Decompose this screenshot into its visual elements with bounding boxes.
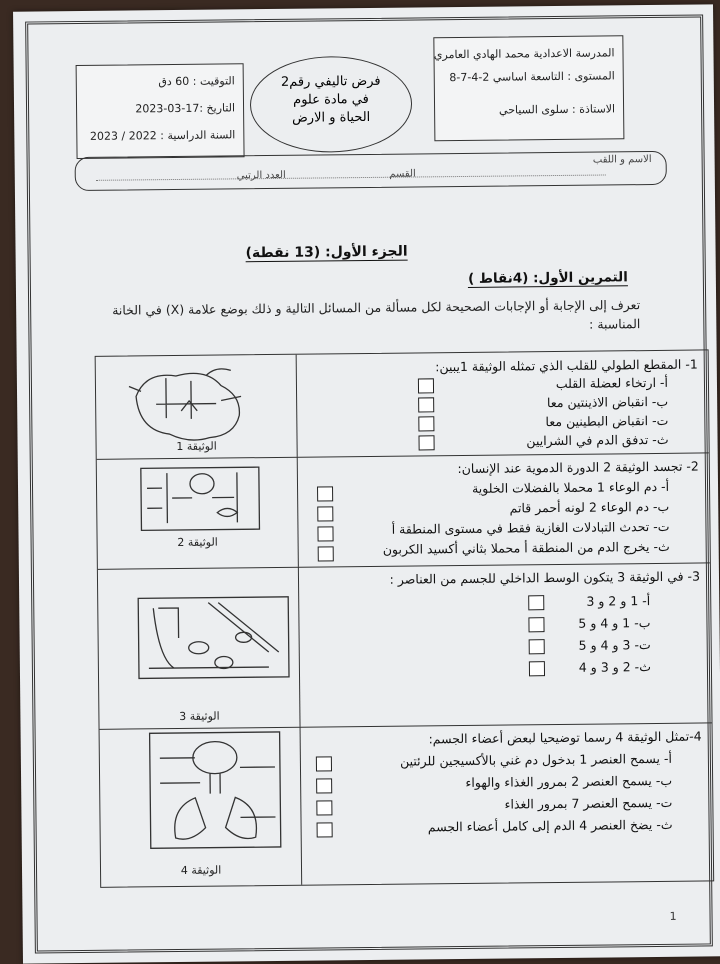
question-1-option-d: ث- تدفق الدم في الشرايين xyxy=(526,431,669,449)
school-name: المدرسة الاعدادية محمد الهادي العامري xyxy=(433,46,615,62)
question-1-checkbox-c[interactable] xyxy=(418,416,434,431)
document-1-caption: الوثيقة 1 xyxy=(176,439,217,454)
document-4-cell xyxy=(100,727,303,887)
class-level: المستوى : التاسعة اساسي 2-4-7-8 xyxy=(449,69,615,85)
question-1-checkbox-d[interactable] xyxy=(418,435,434,450)
exam-duration: التوقيت : 60 دق xyxy=(158,74,235,89)
exam-title-line2: في مادة علوم xyxy=(293,91,369,108)
question-1-checkbox-b[interactable] xyxy=(418,397,434,412)
student-section-label: القسم xyxy=(389,168,416,180)
exercise1-title: التمرين الأول: (4نقاط ) xyxy=(467,269,628,287)
question-3-text: 3- في الوثيقة 3 يتكون الوسط الداخلي للجسم من العناصر : xyxy=(389,568,701,587)
question-4-option-a: أ- يسمح العنصر 1 بدخول دم غني بالأكسيجين للرئتين xyxy=(399,750,672,769)
question-2-option-d: ث- يخرج الدم من المنطقة أ محملا بثاني أكسيد الكربون xyxy=(382,538,670,557)
question-4-checkbox-a[interactable] xyxy=(316,756,332,771)
question-1-option-b: ب- انقباض الاذينتين معا xyxy=(546,393,669,411)
school-info-box xyxy=(433,35,624,141)
document-4-caption: الوثيقة 4 xyxy=(180,863,222,877)
question-3-option-d: ث- 2 و 3 و 4 xyxy=(578,659,652,675)
question-4-option-d: ث- يضخ العنصر 4 الدم إلى كامل أعضاء الجسم xyxy=(427,816,673,835)
questions-table xyxy=(95,349,715,887)
question-3-checkbox-b[interactable] xyxy=(528,617,544,632)
instructions-text: تعرف إلى الإجابة أو الإجابات الصحيحة لكل مسألة من المسائل التالية و ذلك بوضع علامة (X) في الخانة المناسبة : xyxy=(112,297,641,332)
document-2-caption: الوثيقة 2 xyxy=(177,535,218,549)
question-4-checkbox-b[interactable] xyxy=(316,778,332,793)
question-1-checkbox-a[interactable] xyxy=(418,378,434,393)
question-2-text: 2- تجسد الوثيقة 2 الدورة الدموية عند الإنسان: xyxy=(457,458,699,477)
question-1-option-c: ت- انقباض البطينين معا xyxy=(545,412,669,430)
question-4-text: 4-تمثل الوثيقة 4 رسما توضيحيا لبعض أعضاء الجسم: xyxy=(428,728,702,747)
question-3-option-b: ب- 1 و 4 و 5 xyxy=(578,615,651,631)
tissue-diagram-icon xyxy=(98,567,299,689)
teacher-name: الاستاذة : سلوى السياحي xyxy=(498,102,616,117)
question-row-2 xyxy=(97,452,710,569)
question-4-option-c: ت- يسمح العنصر 7 بمرور الغذاء xyxy=(504,794,673,812)
exam-date: التاريخ :17-03-2023 xyxy=(135,101,236,116)
question-3-option-a: أ- 1 و 2 و 3 xyxy=(586,593,651,609)
question-2-checkbox-c[interactable] xyxy=(317,526,333,541)
student-info-bar xyxy=(75,151,667,191)
question-2-option-b: ب- دم الوعاء 2 لونه أحمر قاتم xyxy=(509,498,670,516)
question-row-3 xyxy=(98,562,712,729)
question-row-4 xyxy=(100,722,714,886)
question-3-option-c: ت- 3 و 4 و 5 xyxy=(578,637,651,653)
exam-paper xyxy=(13,4,720,963)
exam-title-line1: فرض تاليفي رقم2 xyxy=(280,73,381,90)
question-4-checkbox-d[interactable] xyxy=(317,822,333,837)
question-1-option-a: أ- ارتخاء لعضلة القلب xyxy=(555,374,669,392)
document-3-caption: الوثيقة 3 xyxy=(179,709,220,723)
question-2-option-a: أ- دم الوعاء 1 محملا بالفضلات الخلوية xyxy=(471,478,670,496)
part1-title: الجزء الأول: (13 نقطة) xyxy=(245,243,408,262)
document-2-cell xyxy=(97,457,299,569)
student-number-label: العدد الرتبي xyxy=(236,169,286,182)
student-name-label: الاسم و اللقب xyxy=(592,154,652,166)
question-2-checkbox-d[interactable] xyxy=(318,546,334,561)
page-number: 1 xyxy=(669,909,677,923)
question-2-checkbox-a[interactable] xyxy=(317,486,333,501)
school-year: السنة الدراسية : 2022 / 2023 xyxy=(89,128,236,143)
question-row-1 xyxy=(96,350,709,459)
body-organs-diagram-icon xyxy=(100,727,301,859)
exam-title-line3: الحياة و الارض xyxy=(291,109,371,126)
question-1-text: 1- المقطع الطولي للقلب الذي تمثله الوثيقة 1يبين: xyxy=(435,356,698,375)
question-3-checkbox-d[interactable] xyxy=(529,661,545,676)
question-4-checkbox-c[interactable] xyxy=(316,800,332,815)
question-3-checkbox-c[interactable] xyxy=(529,639,545,654)
exam-meta-box xyxy=(76,63,245,159)
question-4-option-b: ب- يسمح العنصر 2 بمرور الغذاء والهواء xyxy=(465,772,673,790)
question-2-option-c: ت- تحدث التبادلات الغازية فقط في مستوى المنطقة أ xyxy=(391,518,670,537)
question-3-checkbox-a[interactable] xyxy=(528,595,544,610)
document-1-cell xyxy=(96,355,298,459)
question-2-checkbox-b[interactable] xyxy=(317,506,333,521)
document-3-cell xyxy=(98,567,301,729)
